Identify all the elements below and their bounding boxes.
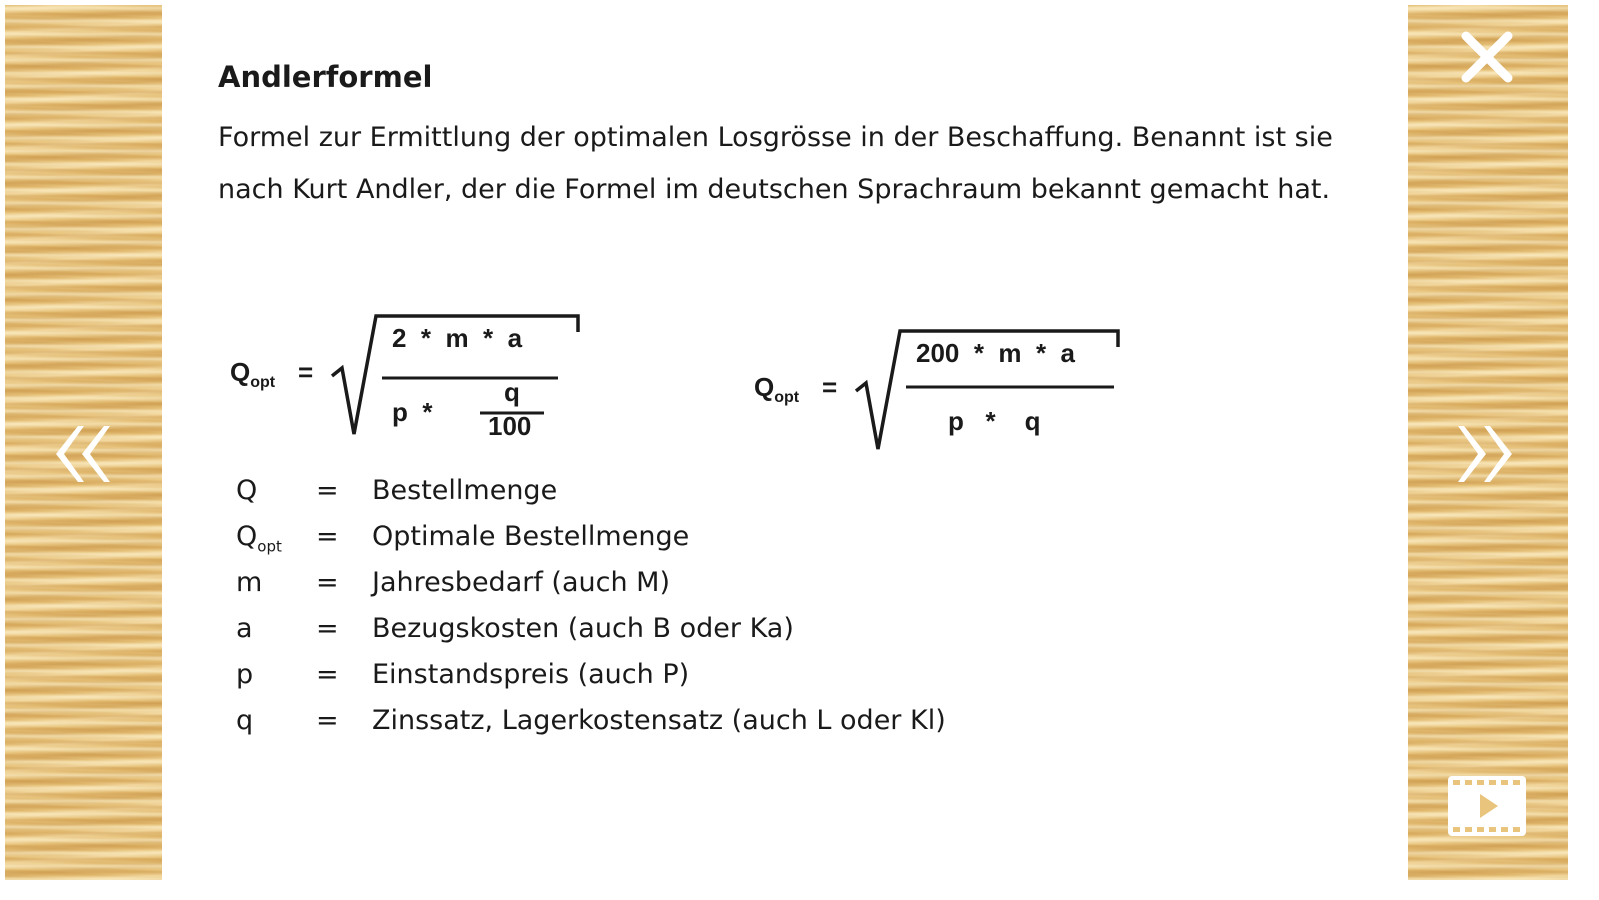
formula1-lhs: $Q_{opt}$ [230, 357, 276, 392]
double-chevron-right-icon [1454, 418, 1518, 490]
formula2-numerator: 200 * m * a [916, 338, 1075, 368]
formula2-lhs: $Q_{opt}$ [754, 372, 800, 407]
close-button[interactable] [1458, 28, 1516, 86]
definition-equals: = [316, 659, 339, 690]
definition-text: Optimale Bestellmenge [372, 521, 690, 552]
video-button[interactable] [1444, 772, 1530, 840]
definition-symbol: Q [236, 475, 258, 506]
definition-row [236, 652, 946, 698]
close-icon [1458, 28, 1516, 86]
definition-row [236, 606, 946, 652]
definition-row [236, 468, 946, 514]
definition-symbol: p [236, 659, 254, 690]
variable-definitions [236, 468, 946, 744]
intro-paragraph: Formel zur Ermittlung der optimalen Losgrösse in der Beschaffung. Benannt ist sie nach Kurt Andler, der die Formel im deutschen Sprachraum bekannt gemacht hat. [218, 122, 1333, 205]
formula1-denominator-left: p * [392, 397, 433, 427]
definition-symbol: m [236, 567, 263, 598]
definition-equals: = [316, 521, 339, 552]
formula2-denominator: p * q [948, 406, 1041, 436]
definition-equals: = [316, 613, 339, 644]
main-content [218, 60, 1368, 216]
definition-text: Bezugskosten (auch B oder Ka) [372, 613, 794, 644]
definition-text: Jahresbedarf (auch M) [372, 567, 670, 598]
page-title: Andlerformel [218, 60, 433, 94]
definition-symbol: a [236, 613, 253, 644]
formula1-inner-denominator: 100 [488, 411, 532, 441]
definition-symbol: q [236, 705, 254, 736]
previous-button[interactable] [50, 418, 114, 490]
formula1-numerator: 2 * m * a [392, 323, 523, 353]
definition-equals: = [316, 475, 339, 506]
definition-symbol: $Q_{opt}$ [236, 521, 282, 556]
next-button[interactable] [1454, 418, 1518, 490]
formula-andler-1 [230, 305, 590, 445]
definition-text: Einstandspreis (auch P) [372, 659, 690, 690]
definition-row [236, 560, 946, 606]
formula-andler-2 [754, 320, 1134, 460]
definition-equals: = [316, 705, 339, 736]
formula1-inner-numerator: q [504, 377, 520, 407]
definition-row [236, 698, 946, 744]
definition-equals: = [316, 567, 339, 598]
definition-row [236, 514, 946, 560]
film-play-icon [1444, 772, 1530, 840]
double-chevron-left-icon [50, 418, 114, 490]
definition-text: Bestellmenge [372, 475, 558, 506]
formula1-equals: = [298, 357, 314, 387]
definition-text: Zinssatz, Lagerkostensatz (auch L oder Kl) [372, 705, 946, 736]
formula2-equals: = [822, 372, 838, 402]
